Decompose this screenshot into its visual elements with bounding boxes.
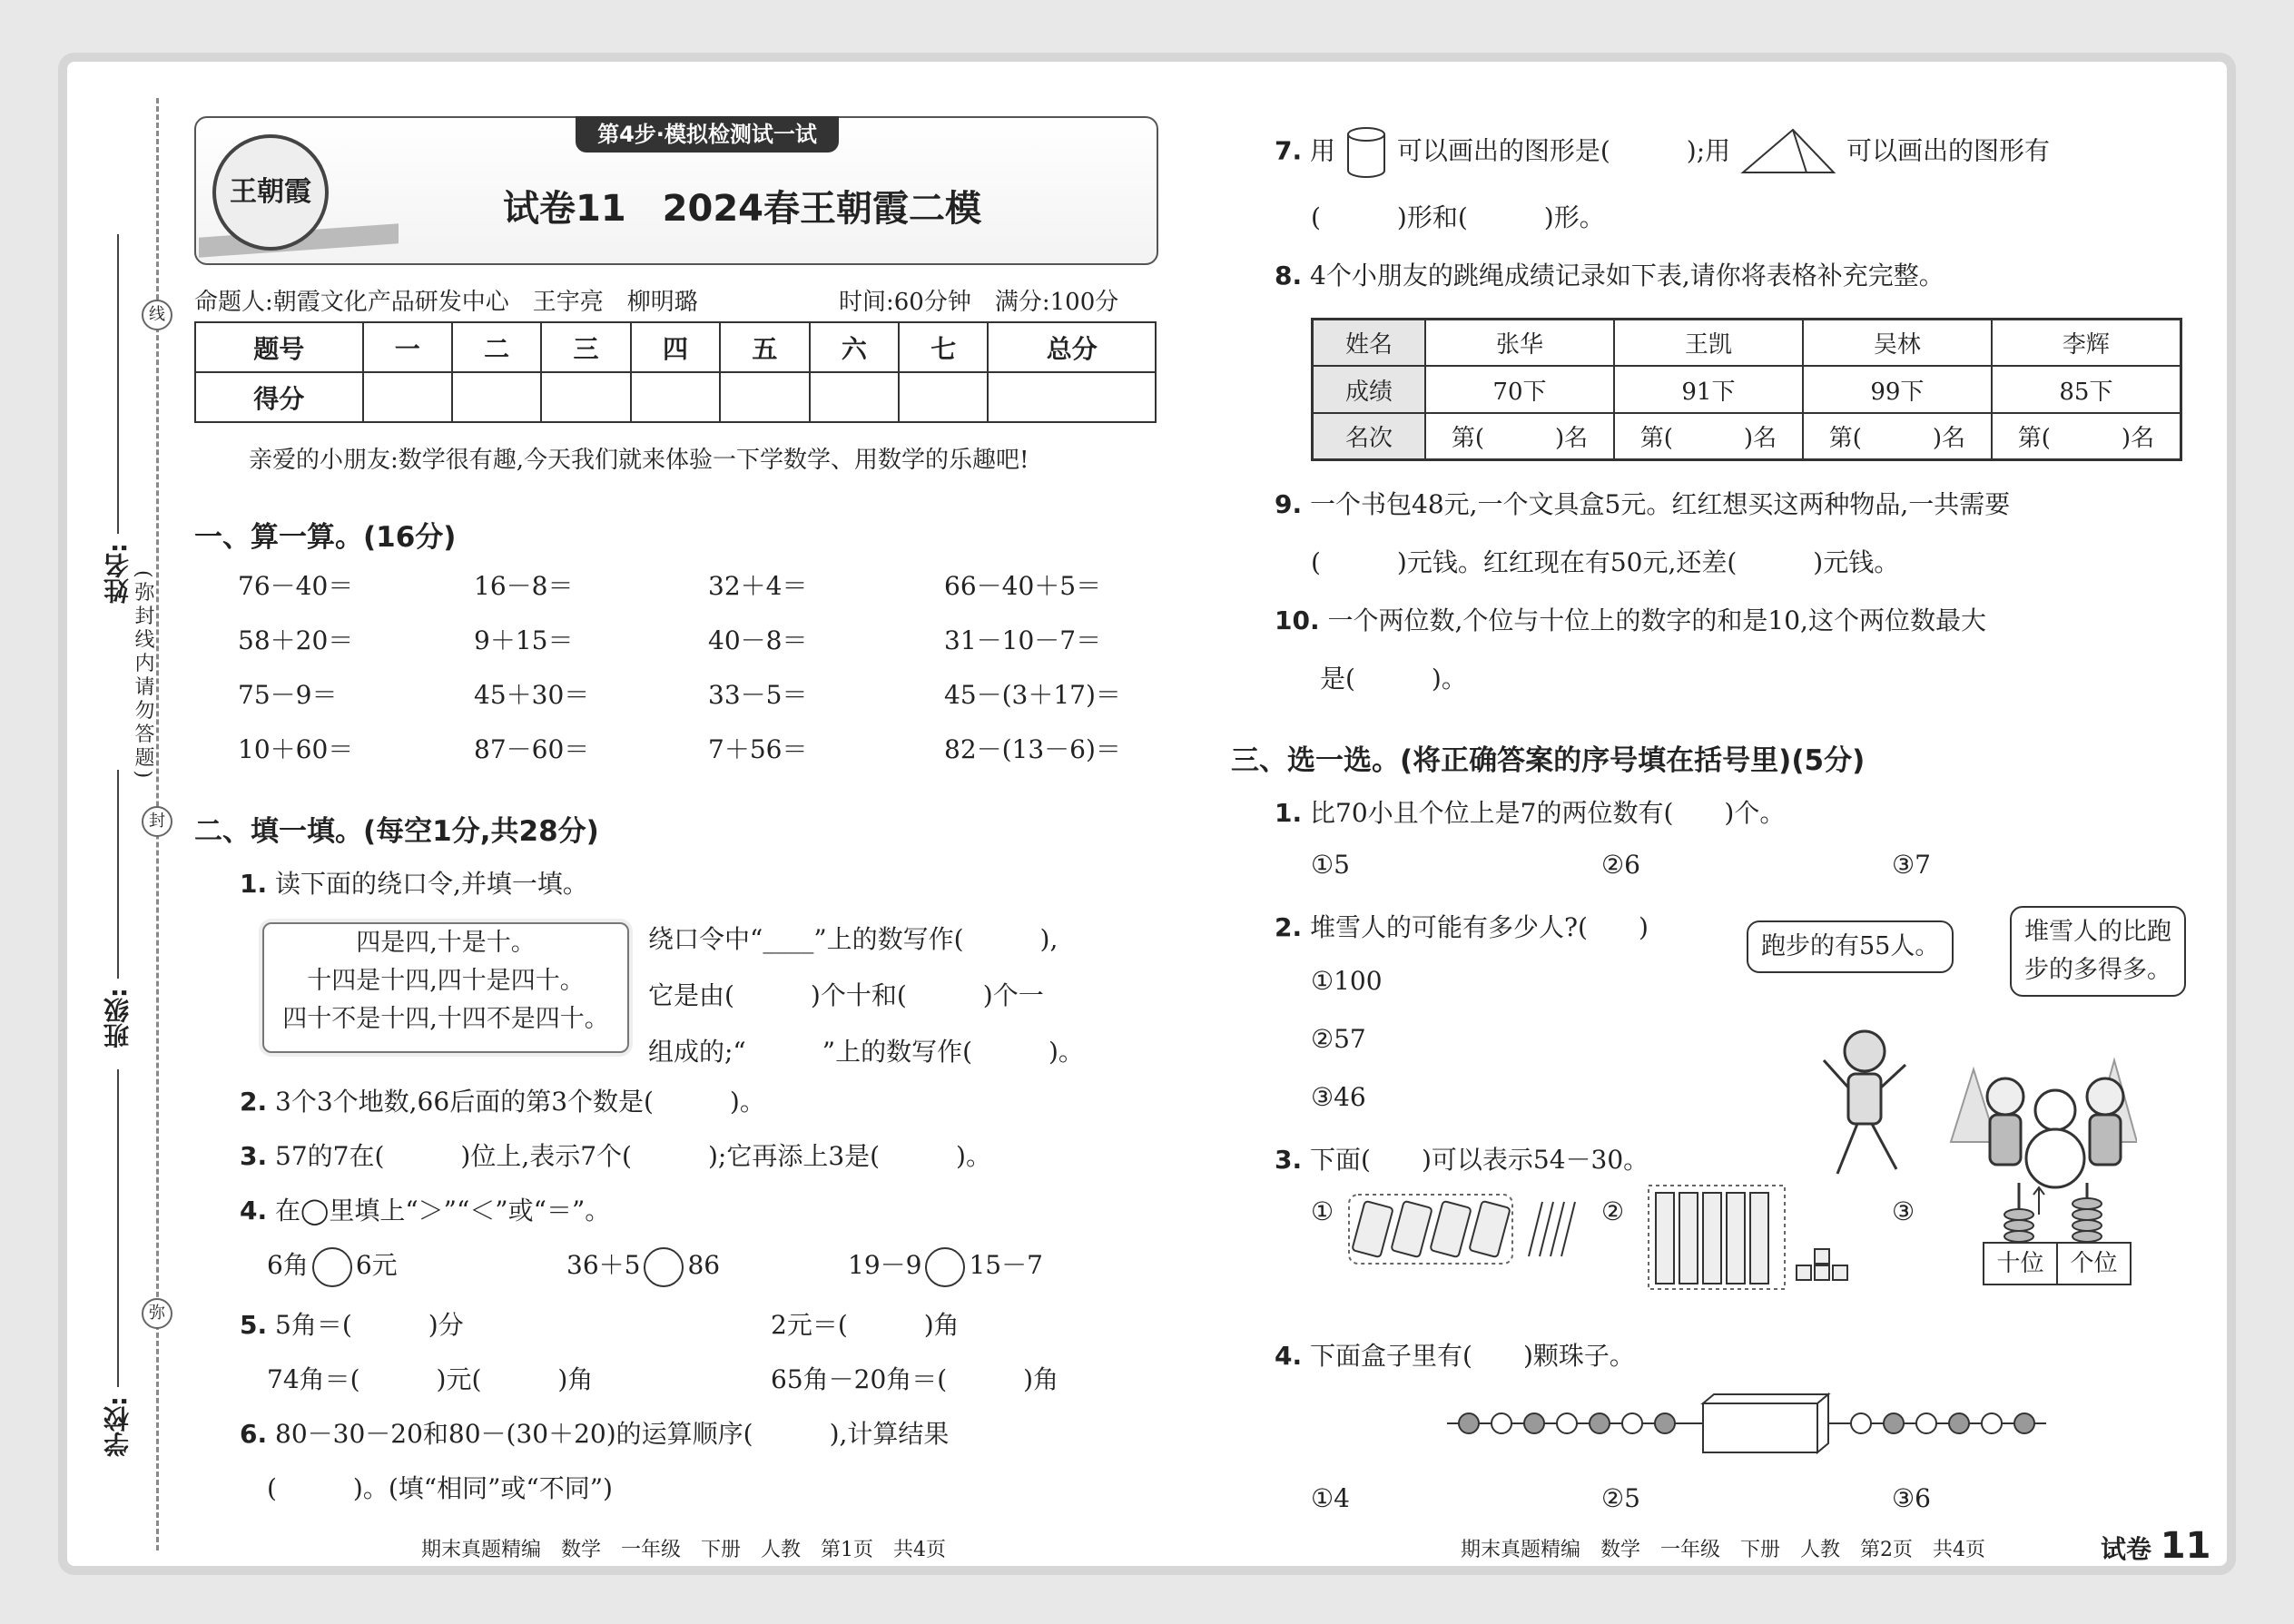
s3q4-option[interactable]: ②5: [1601, 1483, 1640, 1513]
q5-number: 5.: [240, 1310, 268, 1340]
q4-text: 在◯里填上“＞”“＜”或“＝”。: [275, 1196, 611, 1225]
bead: [1949, 1413, 1969, 1433]
s3q4-line: [1275, 1336, 1635, 1373]
q4-number: 4.: [240, 1196, 268, 1225]
score-header-cell: 总分: [988, 322, 1156, 372]
compare-circle[interactable]: [644, 1247, 684, 1287]
q9-number: 9.: [1275, 489, 1303, 519]
s3q2-option[interactable]: ①100: [1311, 966, 1383, 996]
score-cell[interactable]: [899, 372, 988, 422]
q5-item: 74角＝( )元( )角: [267, 1364, 594, 1394]
compare-left: 19－9: [848, 1250, 922, 1280]
score-cell[interactable]: [541, 372, 630, 422]
s3q1-option[interactable]: ①5: [1311, 850, 1350, 880]
jump-table-name-row: [1313, 320, 2181, 367]
s3q3-option-mark[interactable]: ②: [1601, 1196, 1625, 1226]
q8-line: [1275, 256, 1944, 292]
q1-text: 读下面的绕口令,并填一填。: [275, 869, 588, 899]
compare-right: 6元: [355, 1250, 398, 1280]
jump-table-rank[interactable]: 第( )名: [1992, 413, 2181, 460]
score-cell[interactable]: [363, 372, 452, 422]
paper-number: 11: [2160, 1525, 2211, 1567]
compare-circle[interactable]: [312, 1247, 352, 1287]
s3q3-option-mark[interactable]: ③: [1892, 1196, 1915, 1226]
jump-table-rank[interactable]: 第( )名: [1803, 413, 1992, 460]
q9-text: 一个书包48元,一个文具盒5元。红红想买这两种物品,一共需要: [1310, 489, 2011, 519]
arithmetic-problem: 66－40＋5＝: [944, 571, 1102, 601]
step-tab: 第4步·模拟检测试一试: [576, 116, 839, 153]
score-cell[interactable]: [631, 372, 720, 422]
s3q1-option[interactable]: ②6: [1601, 850, 1640, 880]
brand-logo: 王朝霞: [212, 134, 329, 251]
q1-right-line: 它是由( )个十和( )个一: [648, 980, 1044, 1010]
jump-table-name: 李辉: [1992, 320, 2181, 367]
score-cell[interactable]: [452, 372, 541, 422]
q5-item: 5角＝( )分: [275, 1310, 464, 1340]
arithmetic-problem: 58＋20＝: [238, 625, 354, 655]
poem-line: 四是四,十是十。: [356, 929, 536, 957]
name-underline: [117, 234, 119, 534]
s3q3-text: 下面( )可以表示54－30。: [1310, 1145, 1649, 1175]
time-score: 时间:60分钟 满分:100分: [839, 289, 1119, 316]
jump-table-score: 99下: [1803, 366, 1992, 412]
paper-label-text: 试卷: [2101, 1534, 2152, 1564]
s3q3-number: 3.: [1275, 1145, 1303, 1175]
bubble-line: 堆雪人的比跑: [2024, 918, 2171, 946]
bead: [1459, 1413, 1479, 1433]
compare-left: 36＋5: [566, 1250, 641, 1280]
q3-line: [240, 1137, 991, 1173]
q9-line2: ( )元钱。红红现在有50元,还差( )元钱。: [1311, 547, 1900, 577]
poem-line: 四十不是十四,十四不是四十。: [282, 1005, 609, 1033]
bead: [1916, 1413, 1936, 1433]
jump-rope-table: [1311, 318, 2182, 461]
s3q3-option-mark[interactable]: ①: [1311, 1196, 1334, 1226]
snowman-kids: [1987, 1078, 2123, 1187]
q7-line2: ( )形和( )形。: [1311, 202, 1605, 232]
s3q1-line: [1275, 793, 1785, 830]
school-label: 学校:: [103, 1396, 133, 1458]
q7-text-c: 可以画出的图形有: [1846, 135, 2050, 166]
score-table-score-row: [195, 372, 1156, 422]
bead: [1884, 1413, 1904, 1433]
arithmetic-problem: 32＋4＝: [708, 571, 808, 601]
name-label: 姓名:: [103, 543, 133, 605]
score-cell[interactable]: [810, 372, 899, 422]
class-underline: [117, 770, 119, 979]
s3q4-option[interactable]: ③6: [1892, 1483, 1931, 1513]
arithmetic-problem: 45－(3＋17)＝: [944, 680, 1121, 710]
arithmetic-problem: 40－8＝: [708, 625, 808, 655]
paper-label: [2101, 1525, 2210, 1567]
arithmetic-problem: 7＋56＝: [708, 734, 808, 764]
bead: [1622, 1413, 1642, 1433]
q4-line: [240, 1191, 610, 1227]
score-table: [194, 321, 1157, 423]
s3q2-text: 堆雪人的可能有多少人?( ): [1310, 912, 1649, 942]
s3q1-text: 比70小且个位上是7的两位数有( )个。: [1310, 798, 1786, 828]
compare-circle[interactable]: [925, 1247, 965, 1287]
tens-label: 十位: [1984, 1244, 2058, 1284]
score-header-cell: 一: [363, 322, 452, 372]
jump-table-name: 吴林: [1803, 320, 1992, 367]
s3q2-number: 2.: [1275, 912, 1303, 942]
jump-table-score-row: [1313, 366, 2181, 412]
score-row-label: 得分: [195, 372, 363, 422]
arithmetic-problem: 82－(13－6)＝: [944, 734, 1121, 764]
q4-compare-1: [267, 1245, 398, 1287]
score-cell[interactable]: [988, 372, 1156, 422]
speech-bubble-running: 跑步的有55人。: [1747, 920, 1954, 973]
q4-compare-2: [566, 1245, 720, 1287]
jump-table-name: 张华: [1425, 320, 1614, 367]
arithmetic-problem: 9＋15＝: [474, 625, 574, 655]
compare-right: 15－7: [969, 1250, 1043, 1280]
speech-bubble-snowman: [2010, 906, 2186, 997]
bead: [2014, 1413, 2034, 1433]
q10-number: 10.: [1275, 605, 1320, 635]
q1-right-line: 组成的;“ ”上的数写作( )。: [648, 1037, 1084, 1067]
running-child: [1824, 1031, 1905, 1174]
arithmetic-problem: 87－60＝: [474, 734, 590, 764]
q5-line: [240, 1305, 464, 1342]
stick-bundles-illustration: [1347, 1193, 1592, 1265]
bead: [1492, 1413, 1511, 1433]
s3q4-number: 4.: [1275, 1341, 1303, 1371]
q6-line2: ( )。(填“相同”或“不同”): [267, 1473, 613, 1503]
s3q2-line: [1275, 908, 1649, 944]
section1-title: 一、算一算。(16分): [194, 521, 457, 554]
jump-table-score: 70下: [1425, 366, 1614, 412]
q10-line1: [1275, 601, 1986, 637]
q3-number: 3.: [240, 1141, 268, 1171]
bead: [1590, 1413, 1610, 1433]
compare-left: 6角: [267, 1250, 309, 1280]
q6-line1: [240, 1414, 949, 1451]
class-label: 班级:: [103, 988, 133, 1049]
q8-text: 4个小朋友的跳绳成绩记录如下表,请你将表格补充完整。: [1310, 261, 1944, 290]
authors: 命题人:朝霞文化产品研发中心 王宇亮 柳明璐: [194, 289, 698, 316]
poem-line: 十四是十四,四十是四十。: [307, 967, 585, 995]
section3-title: 三、选一选。(将正确答案的序号填在括号里)(5分): [1231, 744, 1866, 777]
arithmetic-problem: 31－10－7＝: [944, 625, 1102, 655]
s3q2-option[interactable]: ②57: [1311, 1024, 1366, 1054]
score-header-cell: 题号: [195, 322, 363, 372]
jump-table-score: 85下: [1992, 366, 2181, 412]
paper-title: 试卷11 2024春王朝霞二模: [503, 188, 981, 230]
q8-number: 8.: [1275, 261, 1303, 290]
jump-table-rank[interactable]: 第( )名: [1425, 413, 1614, 460]
exam-sheet: [58, 53, 2236, 1575]
s3q1-number: 1.: [1275, 798, 1303, 828]
q6-text: 80－30－20和80－(30＋20)的运算顺序( ),计算结果: [275, 1419, 950, 1449]
arithmetic-problem: 16－8＝: [474, 571, 574, 601]
arithmetic-problem: 33－5＝: [708, 680, 808, 710]
jump-table-score: 91下: [1614, 366, 1803, 412]
score-header-cell: 六: [810, 322, 899, 372]
seal-note: (弥封线内请勿答题): [132, 570, 154, 782]
footer-right: 期末真题精编 数学 一年级 下册 人教 第2页 共4页: [1461, 1539, 1985, 1561]
score-cell[interactable]: [720, 372, 809, 422]
score-header-cell: 七: [899, 322, 988, 372]
seal-mark-feng: 封: [142, 806, 172, 837]
jump-table-label: 名次: [1313, 413, 1426, 460]
jump-table-rank-row: [1313, 413, 2181, 460]
score-header-cell: 三: [541, 322, 630, 372]
s3q4-text: 下面盒子里有( )颗珠子。: [1310, 1341, 1635, 1371]
ones-label: 个位: [2070, 1250, 2118, 1277]
q7-number: 7.: [1275, 135, 1303, 166]
score-table-header-row: [195, 322, 1156, 372]
q5-item: 65角－20角＝( )角: [771, 1364, 1059, 1394]
tongue-twister-card: [262, 922, 629, 1053]
q2-line: [240, 1082, 765, 1118]
jump-table-label: 成绩: [1313, 366, 1426, 412]
school-underline: [117, 1069, 119, 1387]
q1-line: [240, 864, 588, 901]
q7-text-b: 可以画出的图形是( );用: [1396, 135, 1731, 166]
bubble-line: 步的多得多。: [2024, 956, 2171, 984]
q1-right-text: [648, 911, 1084, 1080]
jump-table-name: 王凯: [1614, 320, 1803, 367]
q2-text: 3个3个地数,66后面的第3个数是( )。: [275, 1087, 765, 1117]
triangular-prism-icon: [1738, 125, 1838, 180]
seal-mark-mi: 弥: [142, 1298, 172, 1329]
q4-compare-3: [848, 1245, 1043, 1287]
q1-number: 1.: [240, 869, 268, 899]
jump-table-label: 姓名: [1313, 320, 1426, 367]
q1-right-line: 绕口令中“____”上的数写作( ),: [648, 924, 1058, 954]
score-header-cell: 五: [720, 322, 809, 372]
q7-text-a: 用: [1310, 135, 1336, 166]
section2-title: 二、填一填。(每空1分,共28分): [194, 815, 599, 848]
arithmetic-problem: 10＋60＝: [238, 734, 354, 764]
footer-left: 期末真题精编 数学 一年级 下册 人教 第1页 共4页: [421, 1539, 946, 1561]
cylinder-icon: [1344, 125, 1389, 180]
beads-box-illustration: [1447, 1387, 2046, 1460]
covering-box: [1703, 1394, 1828, 1452]
q10-line2: 是( )。: [1320, 664, 1467, 694]
arithmetic-problem: 76－40＝: [238, 571, 354, 601]
q3-text: 57的7在( )位上,表示7个( );它再添上3是( )。: [275, 1141, 991, 1171]
q10-text: 一个两位数,个位与十位上的数字的和是10,这个两位数最大: [1327, 605, 1986, 635]
s3q1-option[interactable]: ③7: [1892, 850, 1931, 880]
s3q4-option[interactable]: ①4: [1311, 1483, 1350, 1513]
abacus-place-labels: [1983, 1242, 2132, 1285]
abacus-illustration: [1983, 1178, 2128, 1242]
score-header-cell: 四: [631, 322, 720, 372]
q5-item: 2元＝( )角: [771, 1310, 960, 1340]
bead: [1524, 1413, 1544, 1433]
arithmetic-problem: 45＋30＝: [474, 680, 590, 710]
q7-line1: [1275, 125, 2050, 180]
q9-line1: [1275, 485, 2010, 521]
bead: [1557, 1413, 1577, 1433]
jump-table-rank[interactable]: 第( )名: [1614, 413, 1803, 460]
s3q2-option[interactable]: ③46: [1311, 1082, 1366, 1112]
q6-number: 6.: [240, 1419, 268, 1449]
compare-right: 86: [687, 1250, 721, 1280]
snow-scene-illustration: [1792, 1024, 2137, 1196]
cube-columns-illustration: [1647, 1184, 1856, 1291]
q2-number: 2.: [240, 1087, 268, 1117]
score-header-cell: 二: [452, 322, 541, 372]
bead: [1655, 1413, 1675, 1433]
arithmetic-problem: 75－9＝: [238, 680, 338, 710]
bead: [1982, 1413, 2002, 1433]
s3q3-line: [1275, 1140, 1649, 1176]
seal-mark-xian: 线: [142, 300, 172, 330]
greeting: 亲爱的小朋友:数学很有趣,今天我们就来体验一下学数学、用数学的乐趣吧!: [249, 447, 1029, 474]
bead: [1851, 1413, 1871, 1433]
